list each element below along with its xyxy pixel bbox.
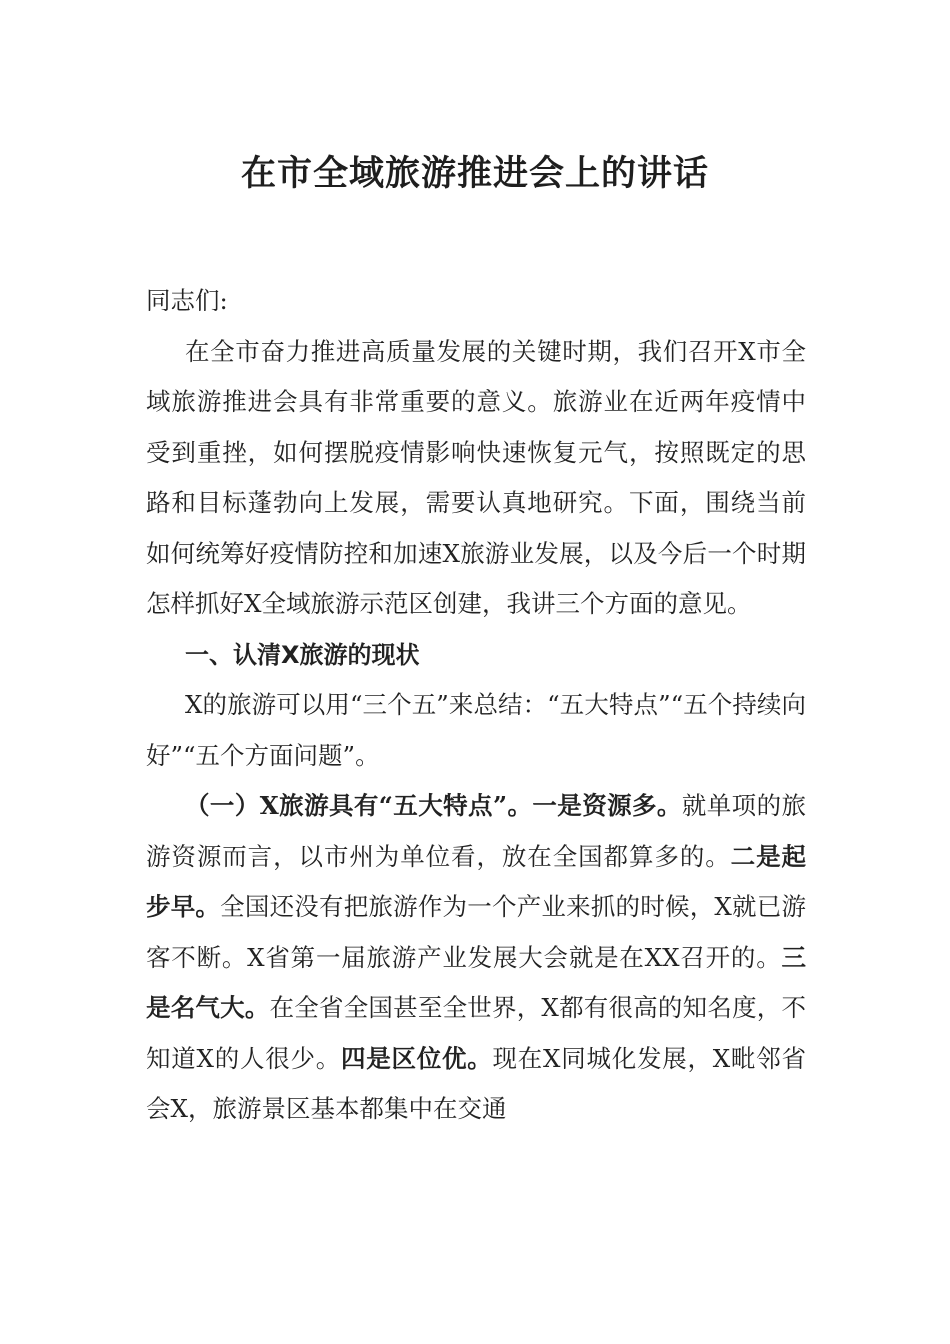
section-heading-1: 一、认清X旅游的现状 (185, 640, 420, 669)
salutation: 同志们: (146, 286, 228, 315)
point-2-text: 全国还没有把旅游作为一个产业来抓的时候，X就已游客不断。X省第一届旅游产业发展大会就是在XX召开的。 (146, 892, 806, 972)
intro-paragraph: 在全市奋力推进高质量发展的关键时期，我们召开X市全域旅游推进会具有非常重要的意义。旅游业在近两年疫情中受到重挫，如何摆脱疫情影响快速恢复元气，按照既定的思路和目标蓬勃向上发展，需要认真地研究。下面，围绕当前如何统筹好疫情防控和加速X旅游业发展，以及今后一个时期怎样抓好X全域旅游示范区创建，我讲三个方面的意见。 (146, 336, 806, 618)
point-2-label: 二是起步早。 (146, 841, 807, 921)
features-paragraph (146, 781, 806, 1135)
document-title: 在市全域旅游推进会上的讲话 (240, 153, 709, 194)
sub-heading-1: （一）X旅游具有“五大特点”。 (185, 791, 533, 820)
point-1-text: 就单项的旅游资源而言，以市州为单位看，放在全国都算多的。 (146, 791, 807, 871)
point-4-label: 四是区位优。 (341, 1043, 493, 1073)
document-body (146, 276, 806, 1135)
summary-paragraph: X的旅游可以用“三个五”来总结：“五大特点”“五个持续向好”“五个方面问题”。 (146, 690, 806, 770)
point-4-text: 现在X同城化发展，X毗邻省会X，旅游景区基本都集中在交通 (146, 1043, 807, 1123)
point-1-label: 一是资源多。 (532, 791, 682, 820)
point-3-label: 三是名气大。 (146, 942, 806, 1022)
point-3-text: 在全省全国甚至全世界，X都有很高的知名度，不知道X的人很少。 (146, 993, 806, 1073)
